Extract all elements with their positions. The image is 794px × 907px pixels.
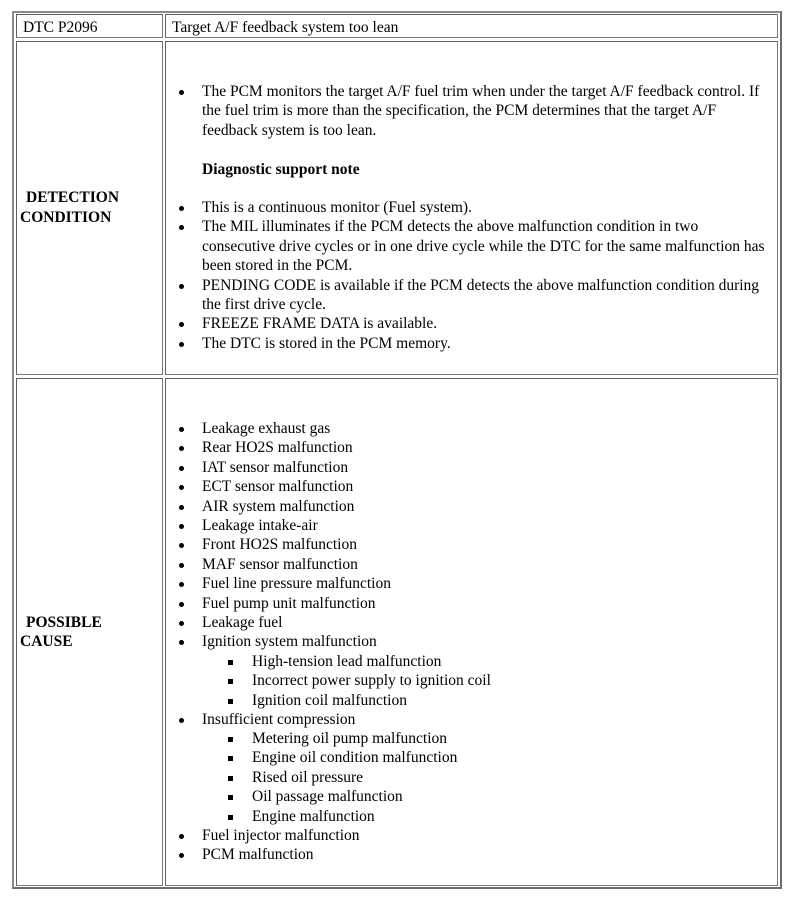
list-item: Rear HO2S malfunction xyxy=(202,438,770,457)
list-item: Leakage fuel xyxy=(202,613,770,632)
list-item: High-tension lead malfunction xyxy=(252,652,752,671)
dtc-code-cell xyxy=(16,14,163,38)
cause-label-line1: POSSIBLE xyxy=(26,614,102,631)
cause-label-line2: CAUSE xyxy=(20,633,73,650)
dtc-description: Target A/F feedback system too lean xyxy=(172,19,399,36)
cause-label-cell xyxy=(16,378,163,886)
detection-label-line2: CONDITION xyxy=(20,209,112,226)
dtc-code: DTC P2096 xyxy=(23,19,98,36)
list-item: The PCM monitors the target A/F fuel trim when under the target A/F feedback control. If the fuel trim is more than the specification, the PCM determines that the target A/F feedback system is too lean. xyxy=(202,82,770,140)
list-item: Fuel injector malfunction xyxy=(202,826,770,845)
detection-monitor-list xyxy=(202,82,770,140)
list-item: Engine malfunction xyxy=(252,807,752,826)
compression-sublist xyxy=(252,729,752,826)
possible-cause-list-end xyxy=(202,826,770,865)
list-item: The DTC is stored in the PCM memory. xyxy=(202,334,770,353)
diagnostic-note-heading: Diagnostic support note xyxy=(202,161,360,178)
list-item: Ignition system malfunction xyxy=(202,632,770,651)
list-item: Leakage intake-air xyxy=(202,516,770,535)
list-item: The MIL illuminates if the PCM detects the above malfunction condition in two consecutive drive cycles or in one drive cycle while the DTC for the same malfunction has been stored in the PCM. xyxy=(202,217,770,275)
list-item: Leakage exhaust gas xyxy=(202,419,770,438)
list-item: Fuel line pressure malfunction xyxy=(202,574,770,593)
list-item: IAT sensor malfunction xyxy=(202,458,770,477)
list-item: FREEZE FRAME DATA is available. xyxy=(202,314,770,333)
list-item: Fuel pump unit malfunction xyxy=(202,594,770,613)
detection-label-cell xyxy=(16,41,163,375)
detection-label-line1: DETECTION xyxy=(26,189,120,206)
list-item: MAF sensor malfunction xyxy=(202,555,770,574)
diagnostic-notes-list xyxy=(202,198,770,353)
list-item: PENDING CODE is available if the PCM detects the above malfunction condition during the first drive cycle. xyxy=(202,276,770,315)
possible-cause-list xyxy=(202,419,770,652)
ignition-sublist xyxy=(252,652,752,710)
list-item: Front HO2S malfunction xyxy=(202,535,770,554)
list-item: Metering oil pump malfunction xyxy=(252,729,752,748)
list-item: Engine oil condition malfunction xyxy=(252,748,752,767)
list-item: This is a continuous monitor (Fuel system). xyxy=(202,198,770,217)
list-item: Rised oil pressure xyxy=(252,768,752,787)
possible-cause-list-continued xyxy=(202,710,770,729)
list-item: Ignition coil malfunction xyxy=(252,691,752,710)
dtc-description-cell xyxy=(165,14,778,38)
list-item: PCM malfunction xyxy=(202,845,770,864)
list-item: Incorrect power supply to ignition coil xyxy=(252,671,752,690)
list-item: Oil passage malfunction xyxy=(252,787,752,806)
list-item: AIR system malfunction xyxy=(202,497,770,516)
list-item: ECT sensor malfunction xyxy=(202,477,770,496)
list-item: Insufficient compression xyxy=(202,710,770,729)
